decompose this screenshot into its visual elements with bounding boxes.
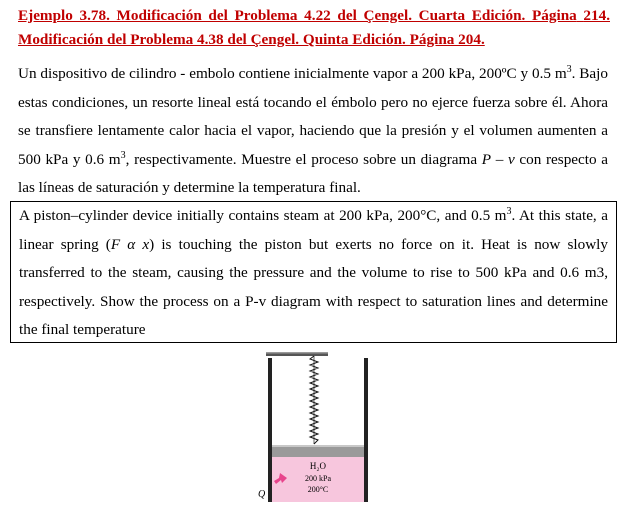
cylinder-right-wall — [364, 358, 368, 502]
heading-line-2: 214. Modificación del Problema 4.38 del Çengel. Quinta Edición. Página 204. — [18, 7, 610, 48]
example-heading — [18, 4, 610, 52]
piston-top-edge — [272, 445, 364, 447]
fluid-label: H₂O — [309, 461, 327, 471]
english-text-1: A piston–cylinder device initially contains steam at 200 kPa, 200°C, and 0.5 m — [19, 207, 507, 224]
heat-label: Q — [258, 489, 266, 500]
spanish-sup-1: 3 — [566, 63, 572, 75]
var-p: P — [481, 150, 492, 168]
spanish-text-3: , respectivamente. Muestre el proceso sobre un diagrama — [125, 150, 482, 168]
var-v: v — [507, 150, 515, 168]
spring-law-formula: F α x — [110, 235, 150, 253]
english-text-2: . At this state, a linear spring ( — [19, 207, 608, 253]
spanish-text-4: con respecto a las líneas de saturación y determine la temperatura final. — [18, 150, 608, 196]
spanish-sup-2: 3 — [120, 149, 126, 161]
problem-statement-spanish — [18, 60, 608, 203]
spanish-text-1: Un dispositivo de cilindro - embolo contiene inicialmente vapor a 200 kPa, 200ºC y 0.5 m — [18, 65, 567, 82]
temperature-label: 200°C — [307, 485, 329, 494]
var-dash: – — [491, 150, 508, 168]
english-text-3: ) is touching the piston but exerts no force on it. Heat is now slowly transferred to the steam, causing the pressure and the volume to rise to 500 kPa and 0.6 m3, respectively. Show the process on a P-v diagram with respect to saturation lines and determine the final temperature — [19, 235, 608, 338]
piston-cylinder-figure — [248, 352, 378, 502]
english-sup-1: 3 — [506, 205, 512, 217]
top-plate-highlight — [266, 352, 328, 354]
spanish-text-2: . Bajo estas condiciones, un resorte lineal está tocando el émbolo pero no ejerce fuerza sobre él. Ahora se transfiere lentamente calor hacia el vapor, haciendo que la presión y el volumen aumenten a 500 kPa y 0.6 m — [18, 65, 608, 168]
pressure-label: 200 kPa — [305, 474, 331, 483]
problem-statement-english-box — [10, 201, 617, 343]
cylinder-left-wall — [268, 358, 272, 502]
heading-line-1: Ejemplo 3.78. Modificación del Problema 4.22 del Çengel. Cuarta Edición. Página — [18, 7, 577, 24]
